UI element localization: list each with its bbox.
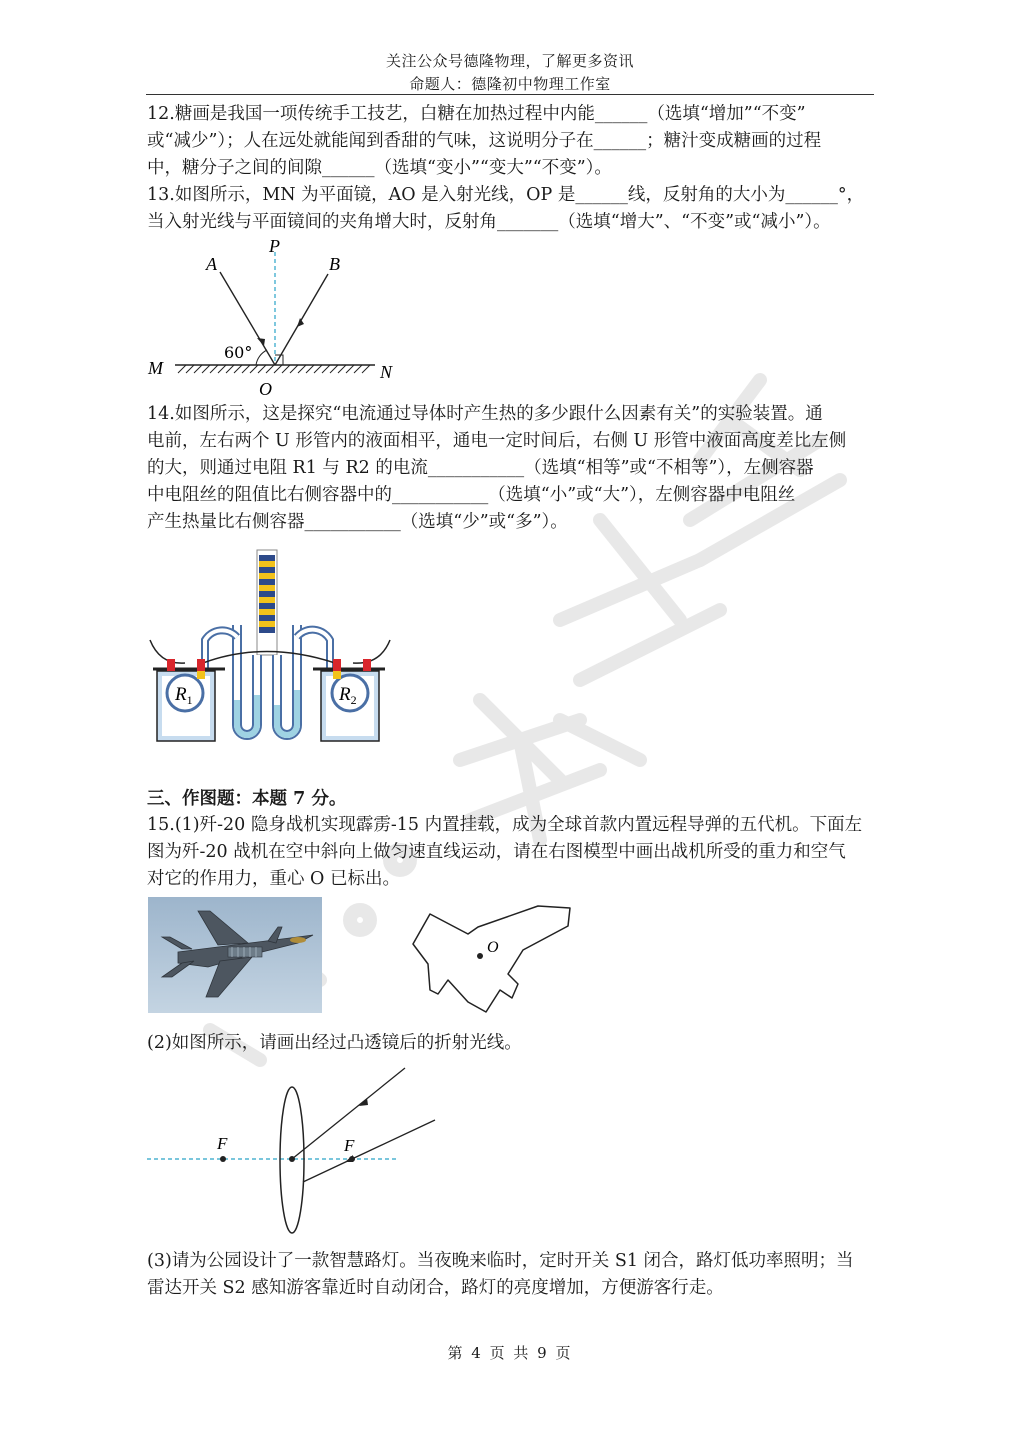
convex-lens-figure xyxy=(145,1062,415,1240)
label-o: O xyxy=(259,379,272,399)
label-n: N xyxy=(380,362,393,382)
question-13 xyxy=(147,182,877,236)
q15-part-3 xyxy=(147,1248,877,1302)
label-b: B xyxy=(329,254,340,274)
q15-p3-line-2: 雷达开关 S2 感知游客靠近时自动闭合，路灯的亮度增加，方便游客行走。 xyxy=(147,1278,724,1298)
header-divider xyxy=(146,94,874,95)
q15-p1-line-2: 图为歼-20 战机在空中斜向上做匀速直线运动，请在右图模型中画出战机所受的重力和空气 xyxy=(147,842,846,862)
q13-line-2: 当入射光线与平面镜间的夹角增大时，反射角_______（选填“增大”、“不变”或“减小”）。 xyxy=(147,212,831,232)
q14-line-3: 的大，则通过电阻 R1 与 R2 的电流___________（选填“相等”或“不相等”），左侧容器 xyxy=(147,458,814,478)
section-3-title: 三、作图题：本题 7 分。 xyxy=(147,789,347,809)
question-12 xyxy=(147,101,877,182)
q14-line-4: 中电阻丝的阻值比右侧容器中的___________（选填“小”或“大”），左侧容器中电阻丝 xyxy=(147,485,796,505)
header-line-2: 命题人：德隆初中物理工作室 xyxy=(409,75,611,93)
q12-line-1: 12.糖画是我国一项传统手工技艺，白糖在加热过程中内能______（选填“增加”“不变” xyxy=(147,104,806,124)
mirror-reflection-figure xyxy=(140,232,410,402)
jet-center-label: O xyxy=(487,939,499,956)
resistor-r1-label: $R_1$ xyxy=(175,684,193,707)
q14-line-1: 14.如图所示，这是探究“电流通过导体时产生热的多少跟什么因素有关”的实验装置。通 xyxy=(147,404,823,424)
jet-outline-model xyxy=(408,902,573,1012)
q15-p3-line-1: (3)请为公园设计了一款智慧路灯。当夜晚来临时，定时开关 S1 闭合，路灯低功率照明；当 xyxy=(147,1251,854,1271)
j20-fighter-photo xyxy=(148,897,322,1013)
angle-60: 60° xyxy=(224,343,253,362)
q13-line-1: 13.如图所示，MN 为平面镜，AO 是入射光线，OP 是______线，反射角的大小为______°， xyxy=(147,185,865,205)
q15-p1-line-3: 对它的作用力，重心 O 已标出。 xyxy=(147,869,400,889)
label-m: M xyxy=(148,358,163,378)
focal-point-right-label: F xyxy=(344,1136,355,1155)
header-line-1: 关注公众号德隆物理，了解更多资讯 xyxy=(385,52,634,70)
q15-part-2: (2)如图所示，请画出经过凸透镜后的折射光线。 xyxy=(147,1033,522,1053)
question-14 xyxy=(147,401,877,536)
q14-line-5: 产生热量比右侧容器___________（选填“少”或“多”）。 xyxy=(147,512,568,532)
q14-line-2: 电前，左右两个 U 形管内的液面相平，通电一定时间后，右侧 U 形管中液面高度差比左侧 xyxy=(147,431,847,451)
resistor-r2-label: $R_2$ xyxy=(339,684,357,707)
q12-line-3: 中，糖分子之间的间隙______（选填“变小”“变大”“不变”）。 xyxy=(147,158,612,178)
focal-point-left-label: F xyxy=(217,1134,228,1153)
page-number: 第 4 页 共 9 页 xyxy=(447,1344,573,1362)
joule-heat-apparatus-figure xyxy=(145,545,395,750)
q12-line-2: 或“减少”）；人在远处就能闻到香甜的气味，这说明分子在______；糖汁变成糖画的过程 xyxy=(147,131,822,151)
label-p: P xyxy=(269,236,280,256)
label-a: A xyxy=(206,254,217,274)
question-15-part-1 xyxy=(147,812,877,893)
q15-p1-line-1: 15.(1)歼-20 隐身战机实现霹雳-15 内置挂载，成为全球首款内置远程导弹的五代机。下面左 xyxy=(147,815,863,835)
